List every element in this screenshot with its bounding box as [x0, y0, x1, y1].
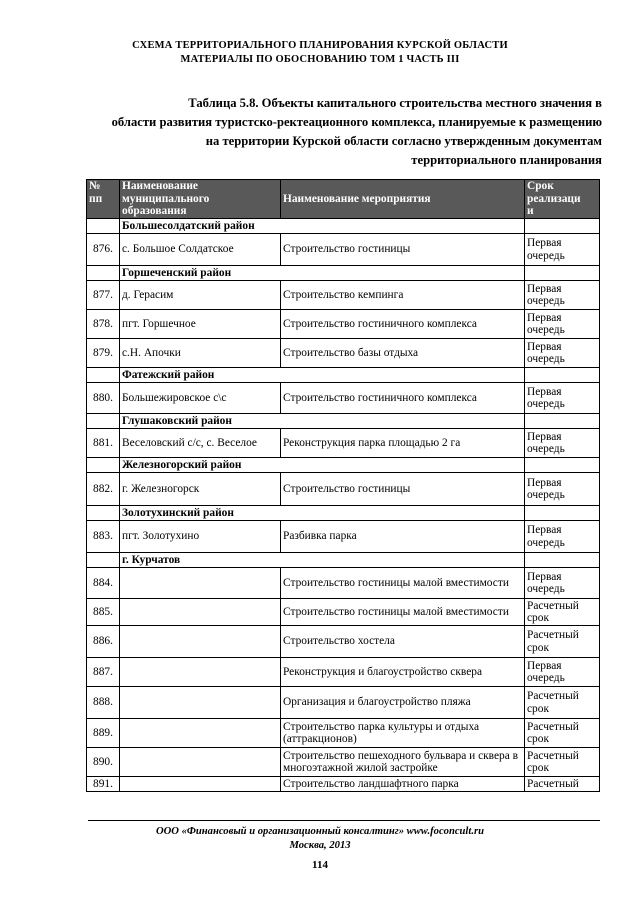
row-number: 891.: [87, 777, 120, 792]
column-header-municipality-line3: образования: [122, 205, 187, 217]
municipality-name: Большежировское с\с: [120, 383, 281, 414]
column-header-deadline: [525, 180, 600, 219]
action-name: Реконструкция и благоустройство сквера: [281, 658, 525, 687]
row-number: 876.: [87, 234, 120, 266]
row-number: 880.: [87, 383, 120, 414]
deadline: Расчетный срок: [525, 599, 600, 626]
municipality-name: с.Н. Апочки: [120, 339, 281, 368]
document-header-line1: СХЕМА ТЕРРИТОРИАЛЬНОГО ПЛАНИРОВАНИЯ КУРСКОЙ ОБЛАСТИ: [132, 40, 508, 51]
action-name: Строительство хостела: [281, 626, 525, 658]
district-row: [87, 414, 600, 429]
action-name: Организация и благоустройство пляжа: [281, 687, 525, 719]
district-row-empty-cell: [87, 553, 120, 568]
district-name: Большесолдатский район: [120, 219, 525, 234]
row-number: 890.: [87, 748, 120, 777]
row-number: 886.: [87, 626, 120, 658]
district-row-empty-cell: [87, 506, 120, 521]
district-row-empty-cell: [525, 414, 600, 429]
table-row: [87, 429, 600, 458]
table-row: [87, 658, 600, 687]
column-header-deadline-line3: и: [527, 205, 534, 217]
district-name: г. Курчатов: [120, 553, 525, 568]
column-header-deadline-line2: реализаци: [527, 192, 581, 205]
district-row-empty-cell: [525, 368, 600, 383]
table-caption-line2: области развития туристско-ректеационного комплекса, планируемые к размещению: [111, 115, 602, 129]
municipality-name: с. Большое Солдатское: [120, 234, 281, 266]
district-row-empty-cell: [525, 219, 600, 234]
action-name: Строительство гостиничного комплекса: [281, 383, 525, 414]
row-number: 888.: [87, 687, 120, 719]
table-row: [87, 281, 600, 310]
district-row-empty-cell: [87, 458, 120, 473]
row-number: 882.: [87, 473, 120, 506]
municipality-name: [120, 599, 281, 626]
column-header-number: [87, 180, 120, 219]
district-row-empty-cell: [525, 458, 600, 473]
district-row-empty-cell: [525, 553, 600, 568]
table-row: [87, 687, 600, 719]
row-number: 879.: [87, 339, 120, 368]
deadline: Первая очередь: [525, 281, 600, 310]
table-row: [87, 234, 600, 266]
district-name: Фатежский район: [120, 368, 525, 383]
footer-city-year: Москва, 2013: [289, 840, 351, 851]
district-row: [87, 266, 600, 281]
table-row: [87, 599, 600, 626]
deadline: Первая очередь: [525, 383, 600, 414]
district-name: Горшеченский район: [120, 266, 525, 281]
table-row: [87, 310, 600, 339]
column-header-number-line1: №: [89, 180, 101, 192]
district-name: Глушаковский район: [120, 414, 525, 429]
row-number: 877.: [87, 281, 120, 310]
document-header-line2: МАТЕРИАЛЫ ПО ОБОСНОВАНИЮ ТОМ 1 ЧАСТЬ III: [180, 54, 460, 65]
action-name: Строительство гостиничного комплекса: [281, 310, 525, 339]
column-header-municipality: [120, 180, 281, 219]
row-number: 887.: [87, 658, 120, 687]
municipality-name: г. Железногорск: [120, 473, 281, 506]
municipality-name: [120, 719, 281, 748]
district-row-empty-cell: [87, 266, 120, 281]
action-name: Строительство гостиницы: [281, 234, 525, 266]
table-row: [87, 383, 600, 414]
page-number: 114: [312, 859, 328, 871]
deadline: Первая очередь: [525, 568, 600, 599]
table-row: [87, 748, 600, 777]
row-number: 881.: [87, 429, 120, 458]
deadline: Расчетный: [525, 777, 600, 792]
action-name: Разбивка парка: [281, 521, 525, 553]
column-header-number-line2: пп: [89, 192, 103, 205]
footer-divider: [88, 820, 600, 821]
row-number: 889.: [87, 719, 120, 748]
municipality-name: д. Герасим: [120, 281, 281, 310]
table-row: [87, 521, 600, 553]
action-name: Строительство пешеходного бульвара и сквера в многоэтажной жилой застройке: [281, 748, 525, 777]
deadline: Расчетный срок: [525, 748, 600, 777]
objects-table: [86, 179, 600, 792]
deadline: Первая очередь: [525, 310, 600, 339]
table-header-row: [87, 180, 600, 219]
deadline: Первая очередь: [525, 429, 600, 458]
action-name: Строительство парка культуры и отдыха (аттракционов): [281, 719, 525, 748]
table-caption-line1: Таблица 5.8. Объекты капитального строительства местного значения в: [188, 96, 602, 110]
municipality-name: [120, 658, 281, 687]
district-name: Золотухинский район: [120, 506, 525, 521]
footer-company: ООО «Финансовый и организационный консалтинг» www.foconcult.ru: [156, 826, 484, 837]
table-caption-line4: территориального планирования: [411, 153, 602, 167]
row-number: 885.: [87, 599, 120, 626]
district-row: [87, 458, 600, 473]
row-number: 884.: [87, 568, 120, 599]
column-header-action: Наименование мероприятия: [281, 180, 525, 219]
column-header-deadline-line1: Срок: [527, 180, 554, 192]
action-name: Строительство ландшафтного парка: [281, 777, 525, 792]
table-row: [87, 339, 600, 368]
deadline: Расчетный срок: [525, 687, 600, 719]
action-name: Строительство гостиницы: [281, 473, 525, 506]
table-row: [87, 568, 600, 599]
district-row-empty-cell: [525, 266, 600, 281]
deadline: Расчетный срок: [525, 626, 600, 658]
deadline: Первая очередь: [525, 234, 600, 266]
action-name: Строительство кемпинга: [281, 281, 525, 310]
district-row: [87, 368, 600, 383]
deadline: Первая очередь: [525, 658, 600, 687]
action-name: Реконструкция парка площадью 2 га: [281, 429, 525, 458]
table-row: [87, 719, 600, 748]
column-header-municipality-line1: Наименование: [122, 180, 198, 192]
table-row: [87, 473, 600, 506]
deadline: Расчетный срок: [525, 719, 600, 748]
municipality-name: [120, 568, 281, 599]
row-number: 878.: [87, 310, 120, 339]
municipality-name: [120, 687, 281, 719]
table-body: [87, 219, 600, 792]
district-name: Железногорский район: [120, 458, 525, 473]
action-name: Строительство гостиницы малой вместимости: [281, 599, 525, 626]
table-row: [87, 626, 600, 658]
column-header-municipality-line2: муниципального: [122, 192, 210, 205]
table-caption-line3: на территории Курской области согласно утвержденным документам: [205, 134, 602, 148]
district-row: [87, 506, 600, 521]
district-row: [87, 219, 600, 234]
municipality-name: Веселовский с/с, с. Веселое: [120, 429, 281, 458]
district-row: [87, 553, 600, 568]
deadline: Первая очередь: [525, 521, 600, 553]
action-name: Строительство базы отдыха: [281, 339, 525, 368]
district-row-empty-cell: [525, 506, 600, 521]
action-name: Строительство гостиницы малой вместимости: [281, 568, 525, 599]
municipality-name: [120, 626, 281, 658]
district-row-empty-cell: [87, 219, 120, 234]
district-row-empty-cell: [87, 414, 120, 429]
row-number: 883.: [87, 521, 120, 553]
municipality-name: [120, 777, 281, 792]
municipality-name: [120, 748, 281, 777]
district-row-empty-cell: [87, 368, 120, 383]
municipality-name: пгт. Золотухино: [120, 521, 281, 553]
deadline: Первая очередь: [525, 473, 600, 506]
municipality-name: пгт. Горшечное: [120, 310, 281, 339]
deadline: Первая очередь: [525, 339, 600, 368]
table-row: [87, 777, 600, 792]
